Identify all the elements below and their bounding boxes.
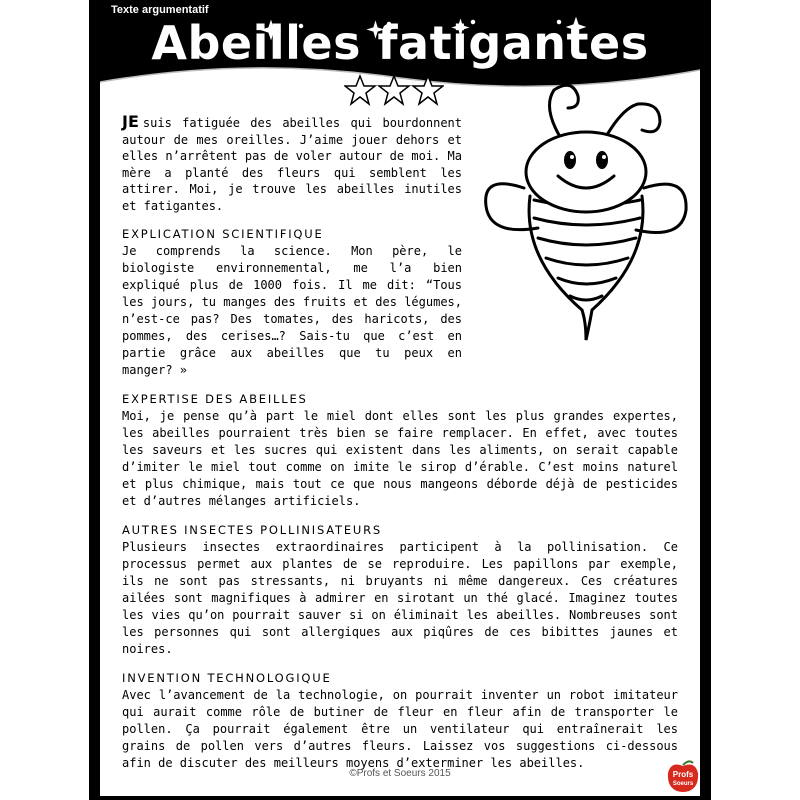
section-technological-invention [122, 671, 678, 772]
document-type-label: Texte argumentatif [111, 4, 209, 16]
section-body: Moi, je pense qu’à part le miel dont elles sont les plus grandes expertes, les abeilles pourraient très bien se faire remplacer. En effet, avec toutes les saveurs et les sucres qui existent dans les aliments, on serait capable d’imiter le miel tout comme on imite le sirop d’érable. C’est moins naturel et plus chimique, mais tout ce que nous mangeons déborde déjà de pesticides et d’autres mélanges artificiels. [122, 409, 678, 508]
section-heading: INVENTION TECHNOLOGIQUE [122, 671, 332, 685]
worksheet-page [89, 0, 711, 800]
section-heading: AUTRES INSECTES POLLINISATEURS [122, 523, 383, 537]
section-body: Plusieurs insectes extraordinaires participent à la pollinisation. Ce processus permet aux plantes de se reproduire. Les papillons par exemple, ils ne sont pas stressants, ni bruyants ni même dangereux. Ces créatures ailées sont magnifiques à admirer en sirotant un thé glacé. Imaginez toutes les vies qu’on pourrait sauver si on éliminait les abeilles. Nombreuses sont les personnes qui sont allergiques aux piqûres de ces bibittes jaunes et noires. [122, 540, 678, 656]
star-icon [345, 76, 375, 104]
intro-text: suis fatiguée des abeilles qui bourdonnent autour de mes oreilles. J’aime jouer dehors et elles n’arrêtent pas de voler autour de moi. Ma mère a planté des fleurs qui semblent les attirer. Moi, je trouve les abeilles inutiles et fatigantes. [122, 116, 462, 213]
intro-paragraph [122, 114, 462, 214]
logo-text-line1: Profs [672, 770, 694, 779]
section-heading: EXPERTISE DES ABEILLES [122, 392, 308, 406]
page-title: Abeilles fatigantes [151, 16, 649, 70]
difficulty-stars [344, 74, 444, 108]
section-scientific-explanation [122, 227, 678, 379]
star-icon [379, 76, 409, 104]
section-body: Avec l’avancement de la technologie, on pourrait inventer un robot imitateur qui aurait comme rôle de butiner de fleur en fleur afin de transporter le pollen. Ça pourrait également être un ventilateur qui entraînerait les grains de pollen vers d’autres fleurs. Laissez vos suggestions ci-dessous afin de discuter des meilleurs moyens d’exterminer les abeilles. [122, 688, 678, 770]
copyright-notice: ©Profs et Soeurs 2015 [349, 768, 451, 779]
apple-logo [665, 757, 701, 793]
section-body: Je comprends la science. Mon père, le biologiste environnemental, me l’a bien expliqué plus de 1000 fois. Il me dit: “Tous les jours, tu manges des fruits et des légumes, n’est-ce pas? Des tomates, des haricots, des pommes, des cerises…? Sais-tu que c’est en partie grâce aux abeilles que tu peux en manger? » [122, 244, 462, 377]
section-other-pollinators [122, 523, 678, 658]
star-icon [413, 76, 443, 104]
logo-text-line2: Soeurs [672, 781, 694, 787]
section-heading: EXPLICATION SCIENTIFIQUE [122, 227, 324, 241]
intro-lead-word: JE [122, 112, 139, 131]
section-bee-expertise [122, 392, 678, 510]
article-content [122, 114, 678, 772]
